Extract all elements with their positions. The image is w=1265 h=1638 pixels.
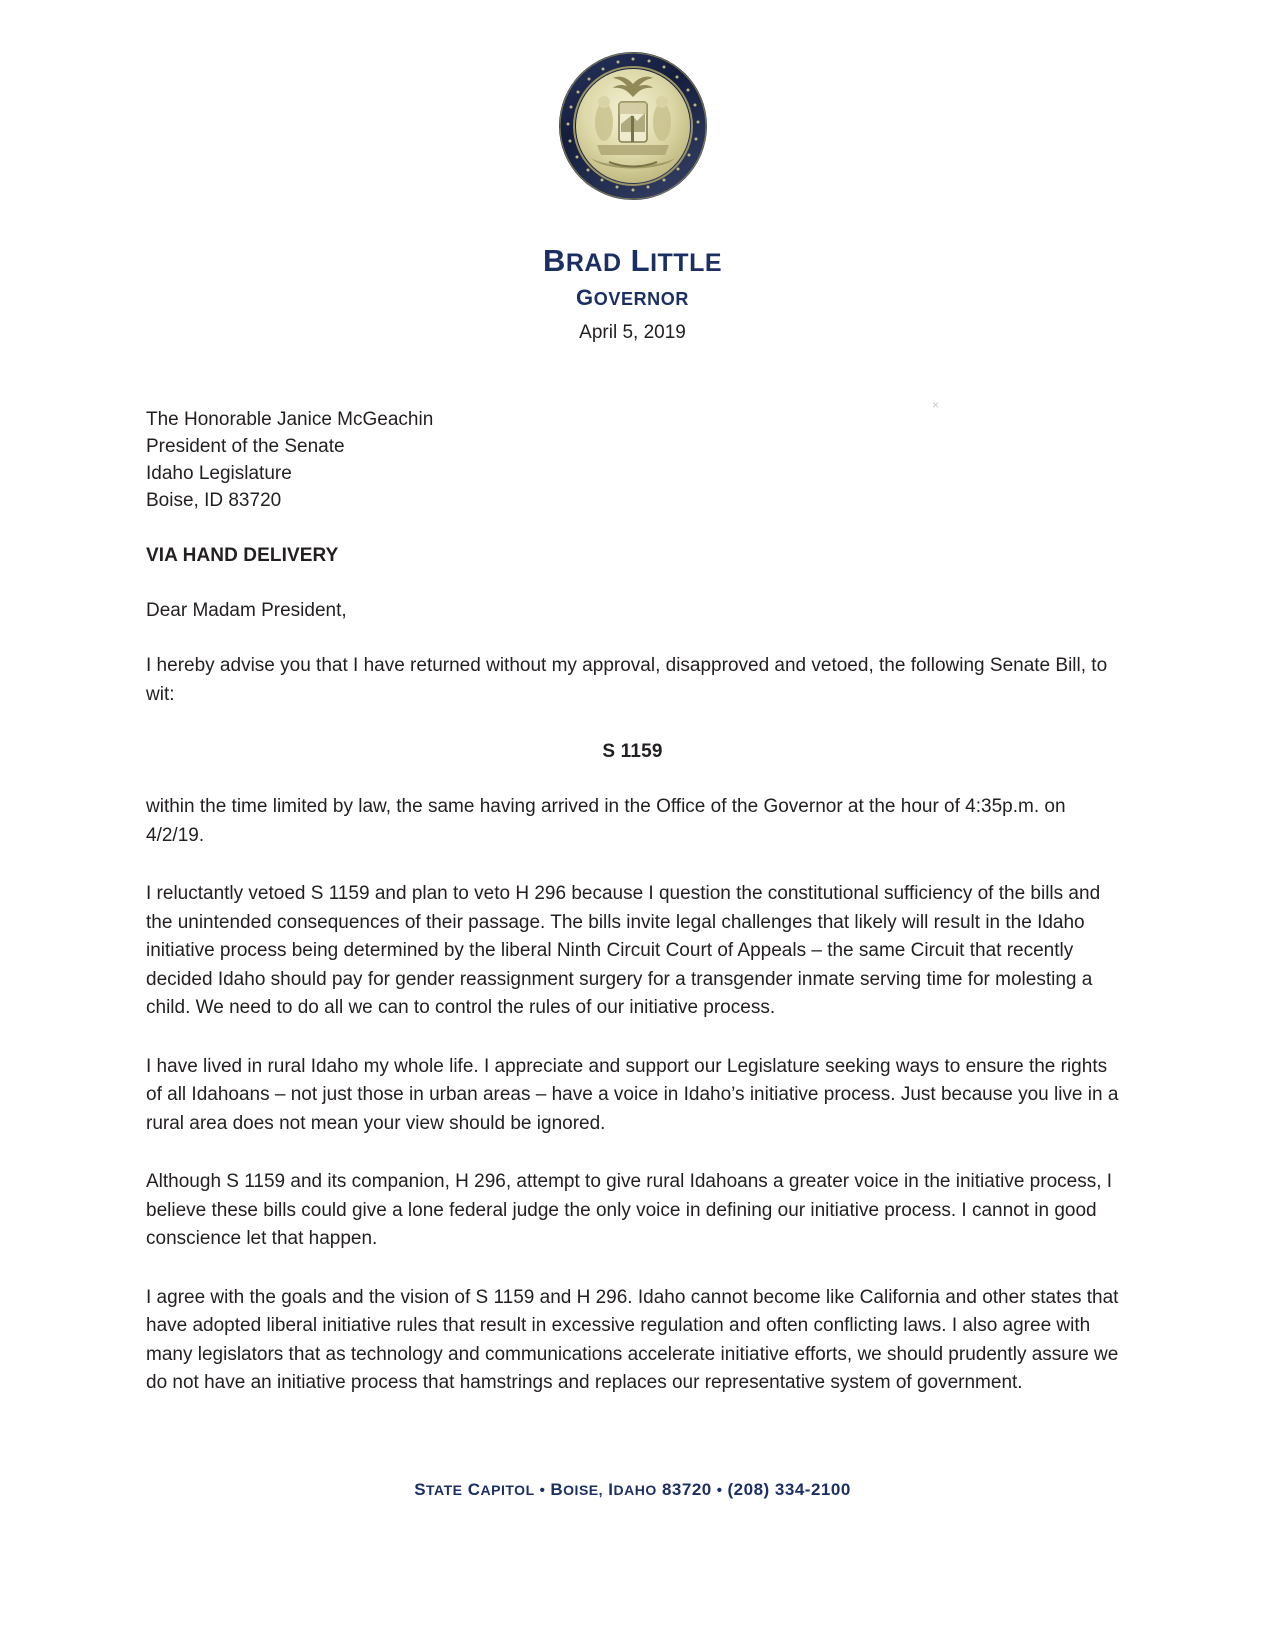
idaho-state-seal-icon <box>557 50 709 202</box>
footer-separator-2: • <box>716 1482 723 1499</box>
governor-name <box>0 245 1265 278</box>
footer-phone: (208) 334-2100 <box>727 1480 851 1499</box>
paragraph-1: I hereby advise you that I have returned without my approval, disapproved and vetoed, the following Senate Bill, to wit: <box>146 655 1108 705</box>
footer-location: STATE CAPITOL <box>414 1480 535 1499</box>
letter-date: April 5, 2019 <box>579 322 686 343</box>
paragraph-2: within the time limited by law, the same having arrived in the Office of the Governor at the hour of 4:35p.m. on 4/2/19. <box>146 796 1066 846</box>
paragraph-6: I agree with the goals and the vision of S 1159 and H 296. Idaho cannot become like California and other states that have adopted liberal initiative rules that result in excessive regulation and often conflicting laws. I also agree with many legislators that as technology and communications accelerate initiative efforts, we should prudently assure we do not have an initiative process that hamstrings and replaces our representative system of government. <box>146 1286 1119 1393</box>
letter-body <box>146 322 1119 1398</box>
scan-artifact: × <box>932 398 940 412</box>
recipient-city-state-zip: Boise, ID 83720 <box>146 490 282 511</box>
page-footer <box>0 1480 1265 1500</box>
recipient-role: President of the Senate <box>146 436 345 457</box>
governor-title-text: GOVERNOR <box>576 284 689 310</box>
footer-city-state-zip: BOISE, IDAHO 83720 <box>550 1480 712 1499</box>
recipient-name: The Honorable Janice McGeachin <box>146 409 434 430</box>
governor-name-text: BRAD LITTLE <box>542 243 723 278</box>
salutation: Dear Madam President, <box>146 600 347 621</box>
governor-title <box>0 285 1265 311</box>
recipient-organization: Idaho Legislature <box>146 463 292 484</box>
delivery-method-label: VIA HAND DELIVERY <box>146 545 339 566</box>
letterhead <box>0 50 1265 311</box>
paragraph-4: I have lived in rural Idaho my whole life. I appreciate and support our Legislature seeking ways to ensure the rights of all Idahoans – not just those in urban areas – have a voice in Idaho’s initiative process. Just because you live in a rural area does not mean your view should be ignored. <box>146 1055 1119 1134</box>
paragraph-3: I reluctantly vetoed S 1159 and plan to veto H 296 because I question the constitutional sufficiency of the bills and the unintended consequences of their passage. The bills invite legal challenges that likely will result in the Idaho initiative process being determined by the liberal Ninth Circuit Court of Appeals – the same Circuit that recently decided Idaho should pay for gender reassignment surgery for a transgender inmate serving time for molesting a child. We need to do all we can to control the rules of our initiative process. <box>146 883 1101 1018</box>
bill-number: S 1159 <box>602 741 663 762</box>
recipient-address-block <box>146 406 1119 514</box>
footer-separator-1: • <box>539 1482 546 1499</box>
paragraph-5: Although S 1159 and its companion, H 296, attempt to give rural Idahoans a greater voice in the initiative process, I believe these bills could give a lone federal judge the only voice in defining our initiative process. I cannot in good conscience let that happen. <box>146 1171 1113 1249</box>
